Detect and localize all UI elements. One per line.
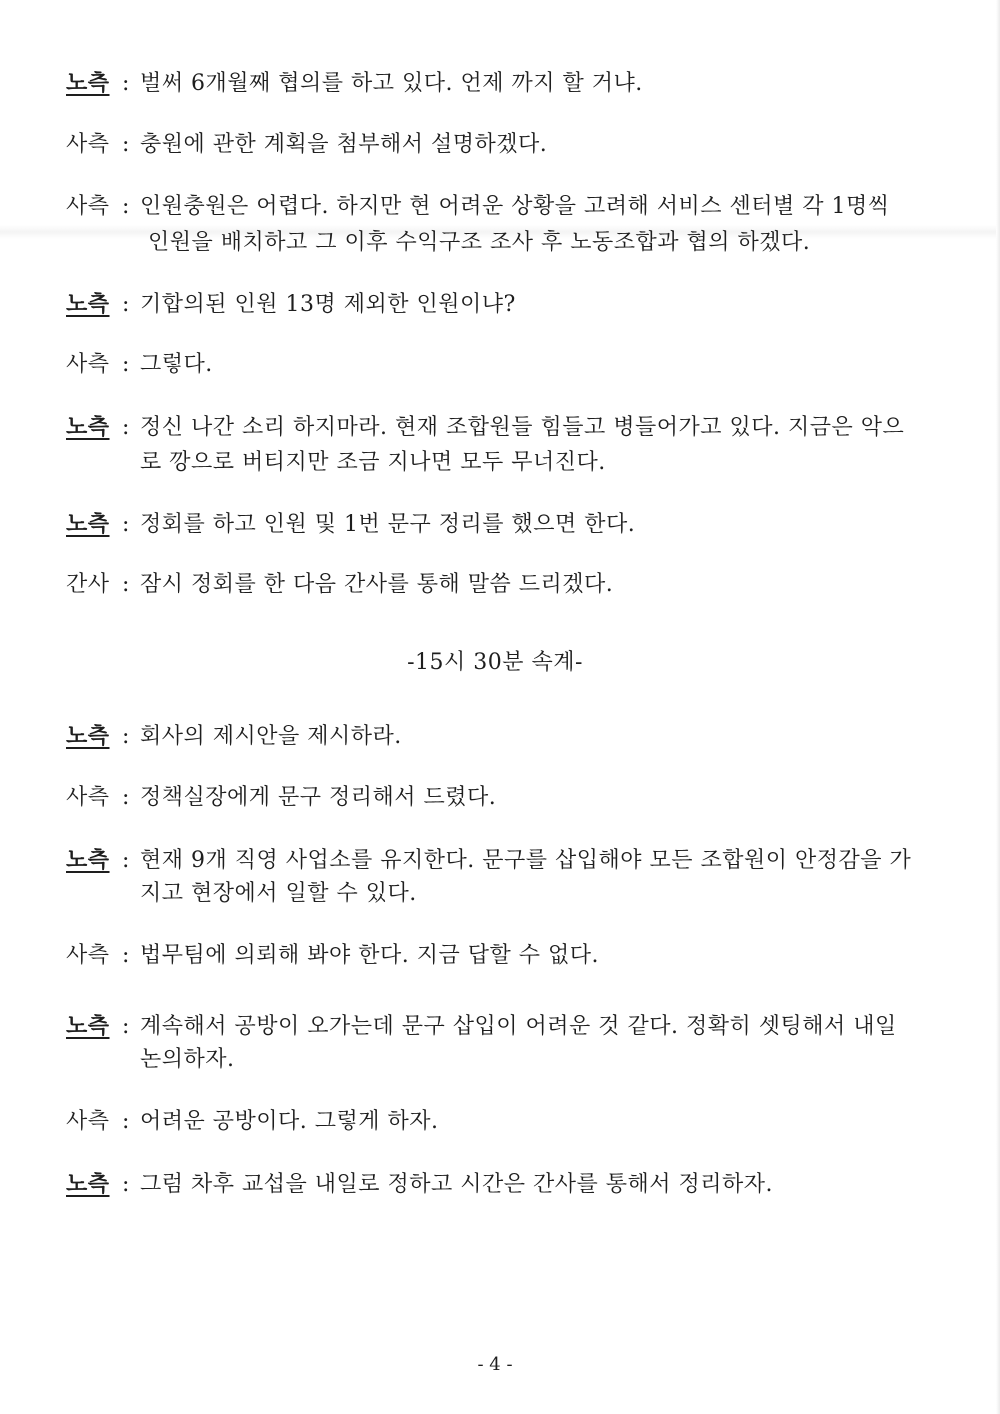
minutes-entry — [66, 507, 926, 542]
separator: : — [122, 785, 130, 810]
separator: : — [122, 194, 130, 219]
speaker-label: 사측 — [66, 943, 110, 968]
entry-text: 어려운 공방이다. 그렇게 하자. — [140, 1109, 439, 1134]
entry-text: 잠시 정회를 한 다음 간사를 통해 말씀 드리겠다. — [140, 572, 614, 597]
entry-text: 그럼 차후 교섭을 내일로 정하고 시간은 간사를 통해서 정리하자. — [140, 1172, 773, 1197]
entry-text: 현재 9개 직영 사업소를 유지한다. 문구를 삽입해야 모든 조합원이 안정감을 가 — [140, 848, 912, 873]
minutes-entry — [66, 719, 926, 754]
speaker-label: 사측 — [66, 1109, 110, 1134]
entry-text: 회사의 제시안을 제시하라. — [140, 724, 402, 749]
entry-text: 정신 나간 소리 하지마라. 현재 조합원들 힘들고 병들어가고 있다. 지금은 악으 — [140, 415, 905, 440]
speaker-label: 사측 — [66, 785, 110, 810]
separator: : — [122, 415, 130, 440]
entry-text: 계속해서 공방이 오가는데 문구 삽입이 어려운 것 같다. 정확히 셋팅해서 내일 — [140, 1014, 897, 1039]
minutes-entry — [66, 1105, 926, 1139]
minutes-entry — [66, 1009, 926, 1044]
speaker-label: 노측 — [66, 1013, 110, 1039]
speaker-label: 노측 — [66, 723, 110, 749]
recess-note: -15시 30분 속계- — [407, 650, 583, 675]
speaker-label: 노측 — [66, 291, 110, 317]
entry-text: 인원충원은 어렵다. 하지만 현 어려운 상황을 고려해 서비스 센터별 각 1명씩 — [140, 194, 890, 219]
minutes-entry — [66, 568, 926, 602]
separator: : — [122, 943, 130, 968]
minutes-entry — [66, 843, 926, 878]
separator: : — [122, 1172, 130, 1197]
minutes-entry — [66, 128, 926, 162]
entry-text-continuation: 논의하자. — [140, 1047, 235, 1072]
entry-text-continuation: 로 깡으로 버티지만 조금 지나면 모두 무너진다. — [140, 450, 606, 475]
entry-text: 정회를 하고 인원 및 1번 문구 정리를 했으면 한다. — [140, 512, 636, 537]
entry-text: 기합의된 인원 13명 제외한 인원이냐? — [140, 292, 516, 317]
entry-text: 법무팀에 의뢰해 봐야 한다. 지금 답할 수 없다. — [140, 943, 599, 968]
separator: : — [122, 352, 130, 377]
speaker-label: 간사 — [66, 572, 110, 597]
separator: : — [122, 71, 130, 96]
separator: : — [122, 724, 130, 749]
entry-text: 그렇다. — [140, 352, 213, 377]
page-number: - 4 - — [477, 1354, 513, 1375]
entry-text: 벌써 6개월째 협의를 하고 있다. 언제 까지 할 거냐. — [140, 71, 643, 96]
separator: : — [122, 1109, 130, 1134]
minutes-entry — [66, 190, 926, 224]
minutes-entry — [66, 410, 926, 445]
separator: : — [122, 1014, 130, 1039]
entry-text: 충원에 관한 계획을 첨부해서 설명하겠다. — [140, 132, 548, 157]
entry-text-continuation: 지고 현장에서 일할 수 있다. — [140, 881, 417, 906]
entry-text-continuation: 인원을 배치하고 그 이후 수익구조 조사 후 노동조합과 협의 하겠다. — [148, 230, 811, 255]
speaker-label: 노측 — [66, 847, 110, 873]
speaker-label: 노측 — [66, 70, 110, 96]
entry-text: 정책실장에게 문구 정리해서 드렸다. — [140, 785, 497, 810]
scan-artifact-edge — [996, 0, 1000, 1414]
minutes-entry — [66, 781, 926, 815]
minutes-entry — [66, 66, 926, 101]
separator: : — [122, 512, 130, 537]
speaker-label: 노측 — [66, 511, 110, 537]
speaker-label: 노측 — [66, 1171, 110, 1197]
speaker-label: 사측 — [66, 194, 110, 219]
separator: : — [122, 848, 130, 873]
speaker-label: 사측 — [66, 132, 110, 157]
separator: : — [122, 132, 130, 157]
speaker-label: 사측 — [66, 352, 110, 377]
speaker-label: 노측 — [66, 414, 110, 440]
minutes-entry — [66, 939, 926, 973]
minutes-entry — [66, 287, 926, 322]
minutes-entry — [66, 348, 926, 382]
separator: : — [122, 292, 130, 317]
minutes-entry — [66, 1167, 926, 1202]
separator: : — [122, 572, 130, 597]
